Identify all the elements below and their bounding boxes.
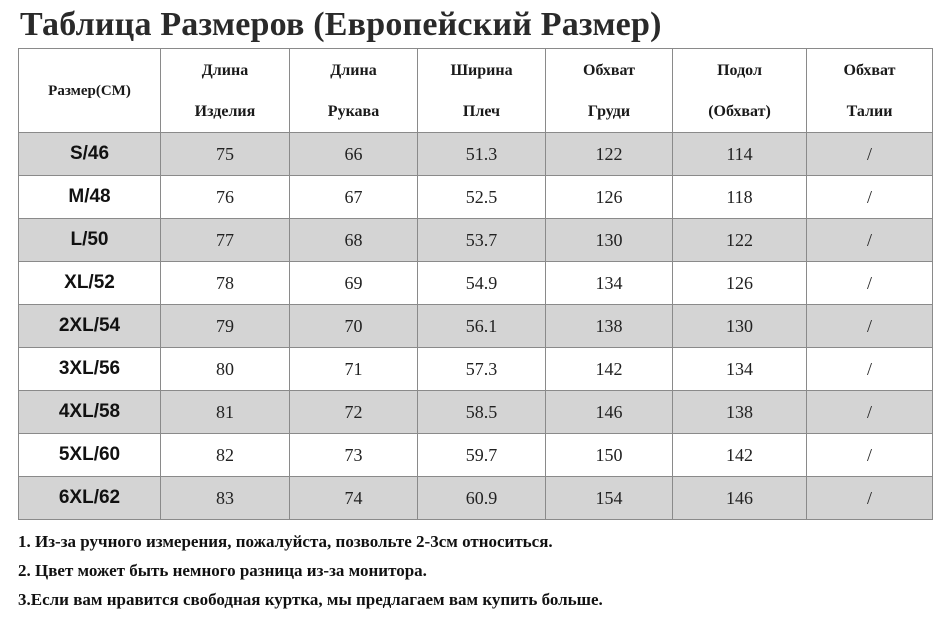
size-cell: 6XL/62 xyxy=(19,477,161,520)
measurement-cell: 118 xyxy=(673,176,807,219)
measurement-cell: 142 xyxy=(673,434,807,477)
measurement-cell: / xyxy=(807,305,933,348)
header-label: Плеч xyxy=(462,102,501,120)
measurement-cell: / xyxy=(807,434,933,477)
table-row xyxy=(19,477,933,520)
measurement-cell: 70 xyxy=(290,305,418,348)
measurement-cell: 78 xyxy=(161,262,290,305)
table-body xyxy=(19,133,933,520)
measurement-cell: 146 xyxy=(546,391,673,434)
size-cell: S/46 xyxy=(19,133,161,176)
measurement-cell: 154 xyxy=(546,477,673,520)
size-chart-table xyxy=(18,48,933,520)
header-label: Обхват xyxy=(583,61,635,79)
table-header-row xyxy=(19,49,933,133)
measurement-cell: 73 xyxy=(290,434,418,477)
table-row xyxy=(19,133,933,176)
measurement-cell: 75 xyxy=(161,133,290,176)
measurement-cell: 59.7 xyxy=(418,434,546,477)
measurement-cell: 79 xyxy=(161,305,290,348)
measurement-cell: 66 xyxy=(290,133,418,176)
measurement-cell: 142 xyxy=(546,348,673,391)
measurement-cell: 130 xyxy=(546,219,673,262)
size-cell: L/50 xyxy=(19,219,161,262)
measurement-cell: 150 xyxy=(546,434,673,477)
measurement-cell: 122 xyxy=(673,219,807,262)
header-label: Талии xyxy=(846,102,893,120)
note-line: 1. Из-за ручного измерения, пожалуйста, позвольте 2-3см относиться. xyxy=(18,532,553,551)
measurement-cell: 126 xyxy=(546,176,673,219)
measurement-cell: 114 xyxy=(673,133,807,176)
note-line: 3.Если вам нравится свободная куртка, мы предлагаем вам купить больше. xyxy=(18,590,603,609)
header-waist xyxy=(807,49,933,133)
page-title: Таблица Размеров (Европейский Размер) xyxy=(20,6,662,43)
measurement-cell: 134 xyxy=(546,262,673,305)
measurement-cell: 54.9 xyxy=(418,262,546,305)
measurement-cell: 134 xyxy=(673,348,807,391)
size-cell: M/48 xyxy=(19,176,161,219)
measurement-cell: 56.1 xyxy=(418,305,546,348)
measurement-cell: / xyxy=(807,348,933,391)
measurement-cell: 58.5 xyxy=(418,391,546,434)
header-label: Рукава xyxy=(327,102,380,120)
table-row xyxy=(19,391,933,434)
measurement-cell: 60.9 xyxy=(418,477,546,520)
header-label: Длина xyxy=(201,61,249,79)
header-label: Ширина xyxy=(450,61,513,79)
header-sleeve xyxy=(290,49,418,133)
header-label: Обхват xyxy=(843,61,896,79)
size-cell: 5XL/60 xyxy=(19,434,161,477)
measurement-cell: 57.3 xyxy=(418,348,546,391)
measurement-cell: / xyxy=(807,391,933,434)
measurement-cell: 82 xyxy=(161,434,290,477)
measurement-cell: / xyxy=(807,477,933,520)
header-shoulder xyxy=(418,49,546,133)
measurement-cell: 74 xyxy=(290,477,418,520)
measurement-cell: 122 xyxy=(546,133,673,176)
header-length xyxy=(161,49,290,133)
table-row xyxy=(19,219,933,262)
measurement-cell: 130 xyxy=(673,305,807,348)
table-row xyxy=(19,176,933,219)
size-cell: 3XL/56 xyxy=(19,348,161,391)
header-chest xyxy=(546,49,673,133)
measurement-cell: 83 xyxy=(161,477,290,520)
measurement-cell: 69 xyxy=(290,262,418,305)
header-label: Подол xyxy=(717,61,762,79)
header-label: Размер(CM) xyxy=(48,82,131,99)
measurement-cell: 80 xyxy=(161,348,290,391)
notes-section xyxy=(18,530,603,617)
measurement-cell: 68 xyxy=(290,219,418,262)
header-label: Груди xyxy=(587,102,631,120)
measurement-cell: / xyxy=(807,133,933,176)
measurement-cell: 72 xyxy=(290,391,418,434)
measurement-cell: / xyxy=(807,176,933,219)
header-label: (Обхват) xyxy=(708,102,771,120)
note-line: 2. Цвет может быть немного разница из-за монитора. xyxy=(18,561,427,580)
table-row xyxy=(19,348,933,391)
measurement-cell: 138 xyxy=(673,391,807,434)
measurement-cell: 52.5 xyxy=(418,176,546,219)
measurement-cell: / xyxy=(807,219,933,262)
measurement-cell: / xyxy=(807,262,933,305)
header-label: Изделия xyxy=(194,102,256,120)
table-row xyxy=(19,305,933,348)
measurement-cell: 67 xyxy=(290,176,418,219)
measurement-cell: 138 xyxy=(546,305,673,348)
measurement-cell: 53.7 xyxy=(418,219,546,262)
size-cell: 4XL/58 xyxy=(19,391,161,434)
measurement-cell: 76 xyxy=(161,176,290,219)
size-cell: XL/52 xyxy=(19,262,161,305)
header-label: Длина xyxy=(330,61,377,79)
measurement-cell: 81 xyxy=(161,391,290,434)
measurement-cell: 71 xyxy=(290,348,418,391)
measurement-cell: 77 xyxy=(161,219,290,262)
header-size xyxy=(19,49,161,133)
measurement-cell: 51.3 xyxy=(418,133,546,176)
size-cell: 2XL/54 xyxy=(19,305,161,348)
table-row xyxy=(19,262,933,305)
measurement-cell: 146 xyxy=(673,477,807,520)
measurement-cell: 126 xyxy=(673,262,807,305)
header-hem xyxy=(673,49,807,133)
table-row xyxy=(19,434,933,477)
